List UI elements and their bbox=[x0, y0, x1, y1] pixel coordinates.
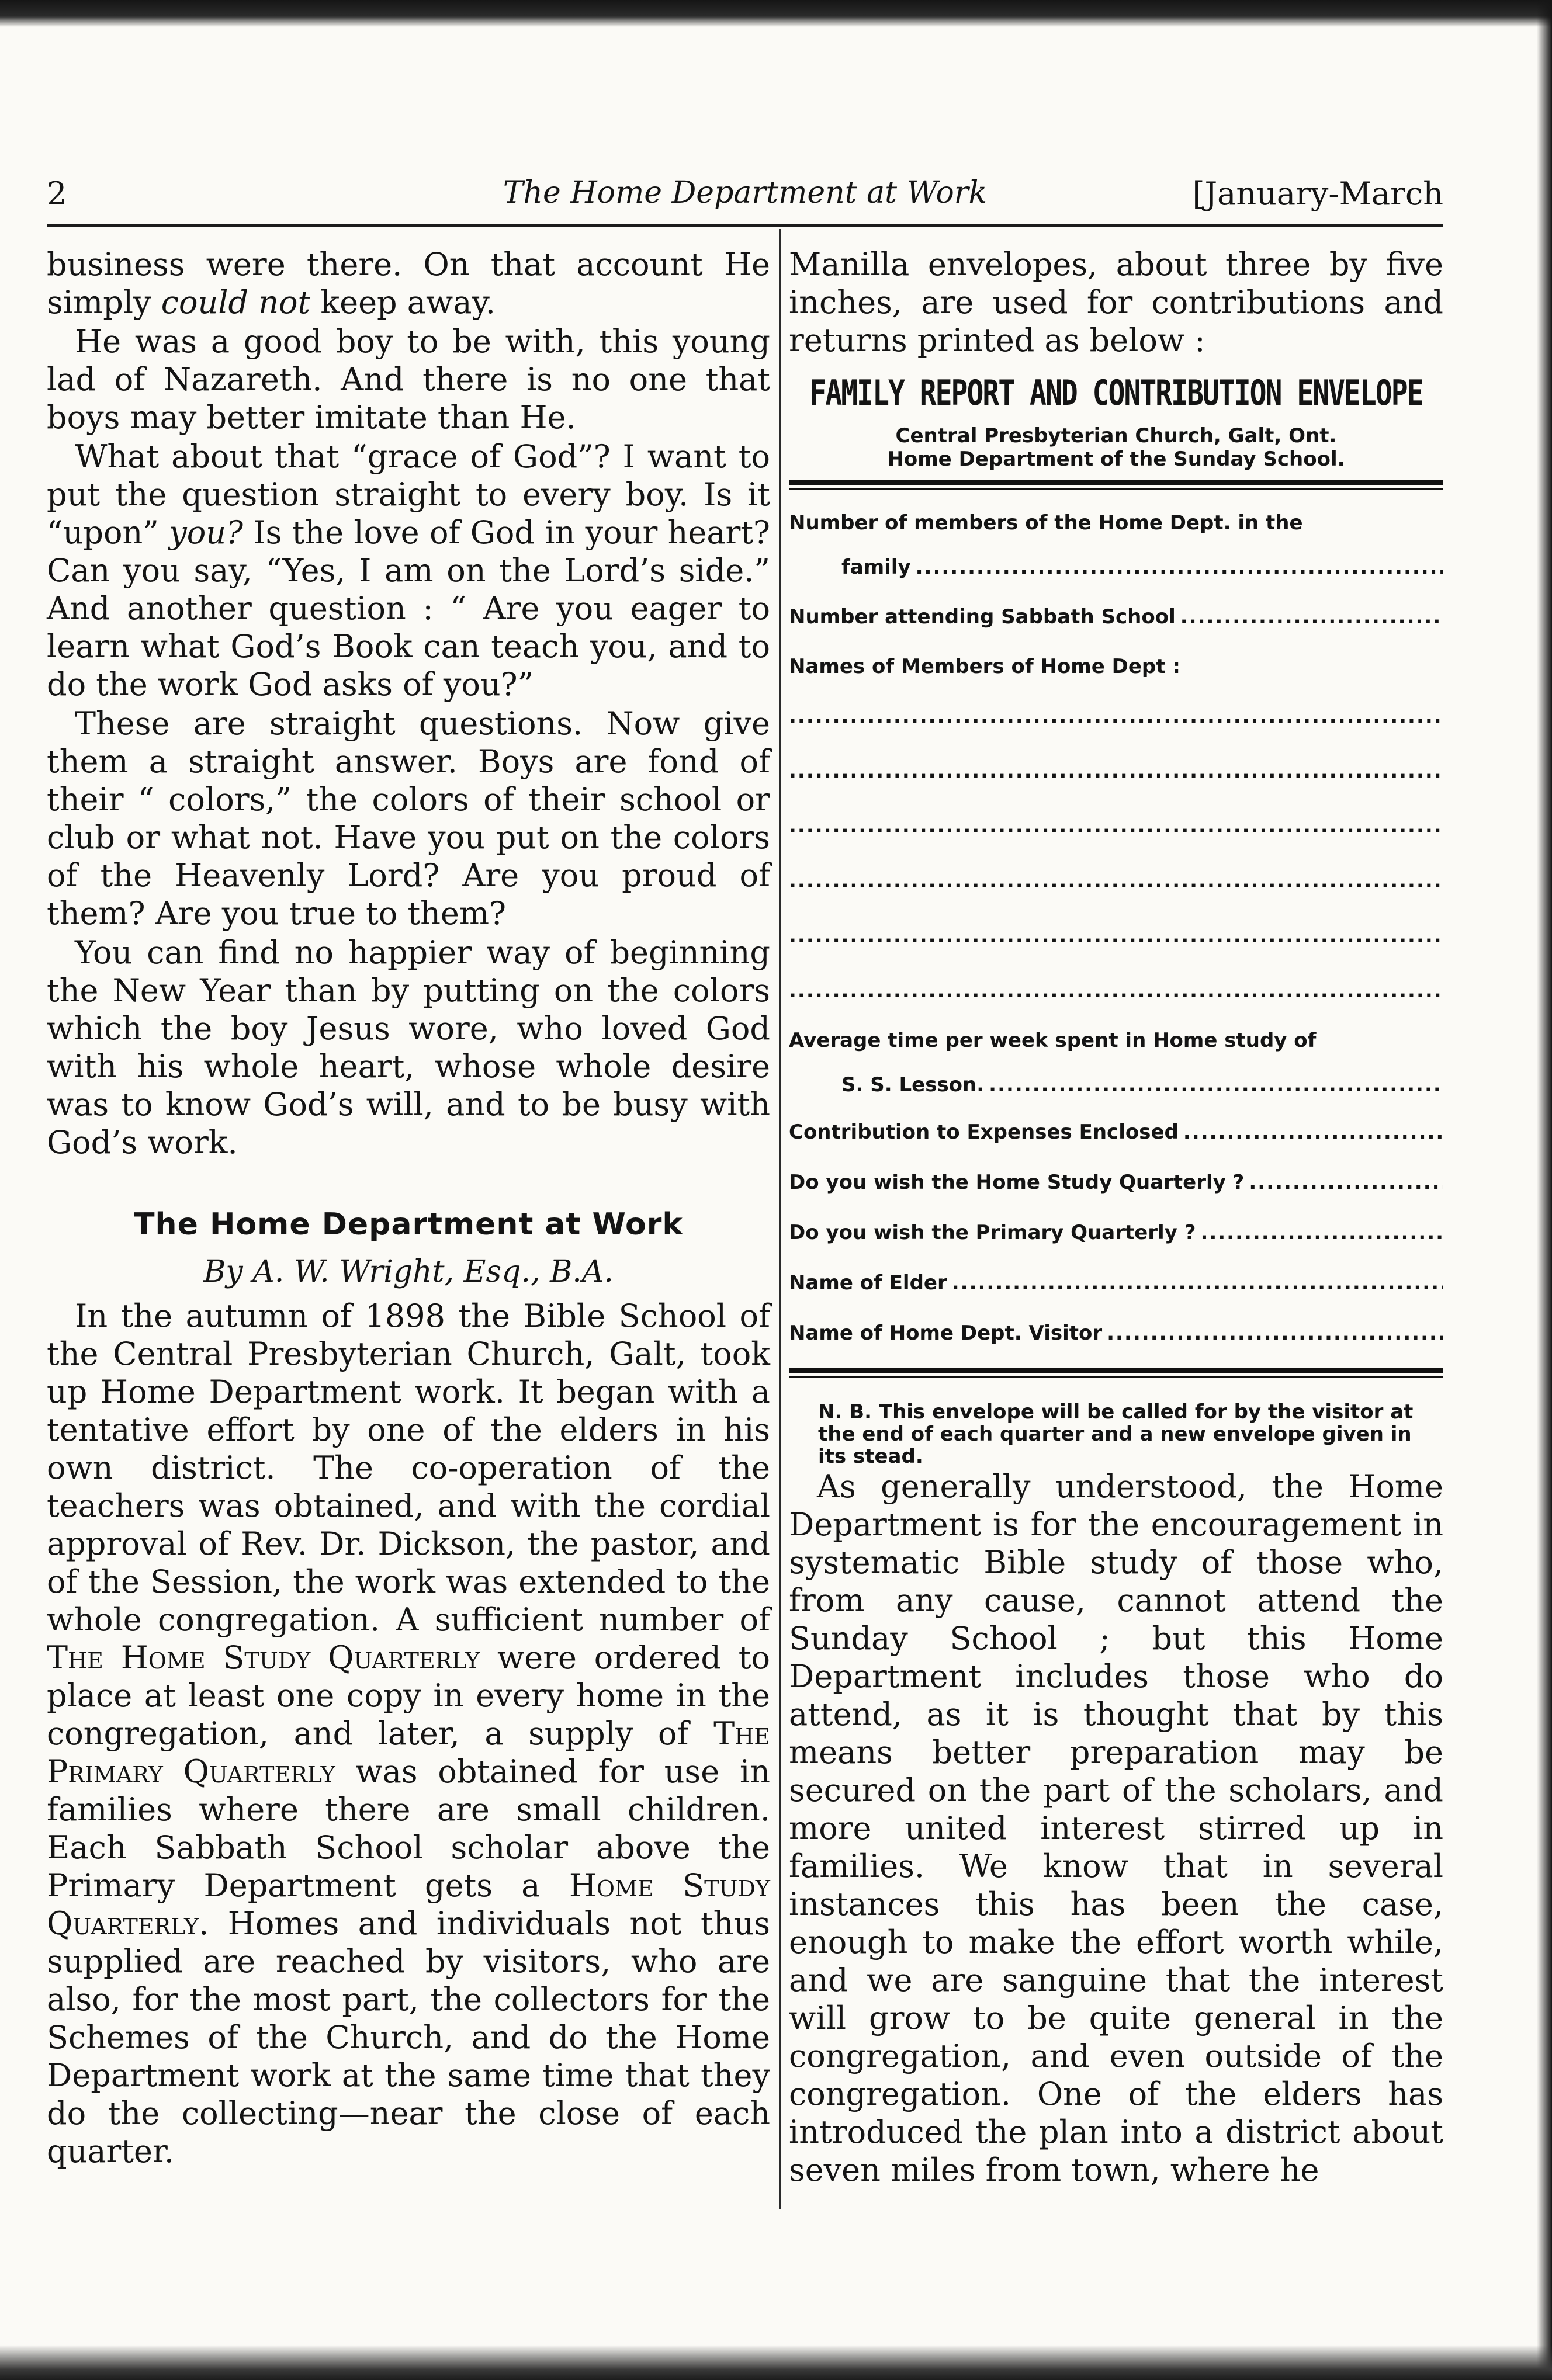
left-column bbox=[47, 245, 770, 2319]
paragraph: business were there. On that account He simply could not keep away. bbox=[47, 246, 770, 321]
running-head bbox=[47, 175, 1443, 222]
byline: By A. W. Wright, Esq., B.A. bbox=[203, 1254, 614, 1289]
form-row: Average time per week spent in Home study of bbox=[789, 1029, 1317, 1052]
emphasis: you? bbox=[169, 514, 243, 551]
scan-right-edge bbox=[1537, 0, 1552, 2380]
paragraph: As generally understood, the Home Department is for the encouragement in systematic Bible study of those who, from any cause, cannot attend the Sunday School ; but this Home Department includes those who do attend, as it is thought that by this means better preparation may be secured on the part of the scholars, and more united interest stirred up in families. We know that in several instances this has been the case, enough to make the effort worth while, and we are sanguine that the interest will grow to be quite general in the congregation, and even outside of the congregation. One of the elders has introduced the plan into a district about seven miles from town, where he bbox=[789, 1468, 1443, 2188]
scan-bottom-edge bbox=[0, 2345, 1552, 2380]
blank-line bbox=[989, 1073, 1443, 1097]
envelope-form bbox=[789, 374, 1443, 1467]
blank-row bbox=[789, 799, 1443, 854]
blank-row bbox=[789, 963, 1443, 1018]
envelope-school: Home Department of the Sunday School. bbox=[887, 447, 1345, 471]
thick-rule bbox=[789, 1368, 1443, 1373]
envelope-bottom-rules bbox=[789, 1368, 1443, 1378]
scan-top-edge bbox=[0, 0, 1552, 27]
thick-rule bbox=[789, 480, 1443, 485]
form-row: Do you wish the Home Study Quarterly ? ..... bbox=[789, 1157, 1443, 1208]
blank-line bbox=[1249, 1171, 1443, 1194]
blank-row bbox=[789, 744, 1443, 799]
blank-line bbox=[1107, 1321, 1443, 1345]
paragraph: Manilla envelopes, about three by five inches, are used for contributions and returns printed as below : bbox=[789, 246, 1443, 359]
form-row: family ..... bbox=[789, 545, 1443, 589]
right-column bbox=[789, 245, 1443, 2319]
small-caps-title: The Home Study Quarterly bbox=[47, 1639, 480, 1676]
form-row: Name of Home Dept. Visitor ..... bbox=[789, 1308, 1443, 1358]
blank-line bbox=[789, 869, 1443, 893]
thin-rule bbox=[789, 488, 1443, 490]
blank-line bbox=[916, 556, 1443, 579]
envelope-church: Central Presbyterian Church, Galt, Ont. bbox=[895, 424, 1337, 447]
blank-row bbox=[789, 854, 1443, 908]
emphasis: could not bbox=[161, 284, 311, 321]
blank-line bbox=[1200, 1221, 1443, 1244]
form-row: Contribution to Expenses Enclosed ..... bbox=[789, 1107, 1443, 1157]
envelope-title: FAMILY REPORT AND CONTRIBUTION ENVELOPE bbox=[809, 372, 1423, 414]
form-row: Number of members of the Home Dept. in the bbox=[789, 511, 1303, 535]
paragraph: In the autumn of 1898 the Bible School of the Central Presbyterian Church, Galt, took up Home Department work. It began with a tentative effort by one of the elders in his own district. The co-operation of the teachers was obtained, and with the cordial approval of Rev. Dr. Dickson, the pastor, and of the Session, the work was extended to the whole congregation. A sufficient number of The Home Study Quarterly were ordered to place at least one copy in every home in the congregation, and later, a supply of The Primary Quarterly was obtained for use in families where there are small children. Each Sabbath School scholar above the Primary Department gets a Home Study Quarterly. Homes and individuals not thus supplied are reached by visitors, who are also, for the most part, the collectors for the Schemes of the Church, and do the Home Department work at the same time that they do the collecting—near the close of each quarter. bbox=[47, 1297, 771, 2170]
thin-rule bbox=[789, 1376, 1443, 1378]
issue-date: [January-March bbox=[1192, 175, 1443, 212]
paragraph: He was a good boy to be with, this young lad of Nazareth. And there is no one that boys may better imitate than He. bbox=[47, 323, 770, 436]
blank-line bbox=[789, 814, 1443, 838]
small-caps-title: Home Study Quarterly. bbox=[47, 1867, 771, 1942]
envelope-rows bbox=[789, 501, 1443, 1358]
blank-line bbox=[1183, 1120, 1443, 1144]
blank-row bbox=[789, 689, 1443, 744]
paragraph: These are straight questions. Now give them a straight answer. Boys are fond of their “ colors,” the colors of their school or club or what not. Have you put on the colors of the Heavenly Lord? Are you proud of them? Are you true to them? bbox=[47, 705, 770, 932]
paragraph: You can find no happier way of beginning the New Year than by putting on the colors which the boy Jesus wore, who loved God with his whole heart, whose whole desire was to know God’s will, and to be busy with God’s work. bbox=[47, 934, 770, 1161]
header-rule bbox=[47, 224, 1443, 227]
blank-line bbox=[1180, 605, 1443, 629]
column-divider bbox=[779, 229, 781, 2209]
blank-line bbox=[789, 979, 1443, 1002]
blank-line bbox=[789, 759, 1443, 783]
blank-line bbox=[952, 1271, 1443, 1295]
envelope-note: N. B. This envelope will be called for by the visitor at the end of each quarter and a new envelope given in its stead. bbox=[818, 1400, 1414, 1468]
blank-row bbox=[789, 908, 1443, 963]
blank-line bbox=[789, 705, 1443, 728]
form-row: Name of Elder ..... bbox=[789, 1258, 1443, 1308]
form-row: S. S. Lesson. ..... bbox=[789, 1063, 1443, 1107]
page-number: 2 bbox=[47, 175, 67, 212]
form-row: Names of Members of Home Dept : bbox=[789, 655, 1180, 678]
blank-line bbox=[789, 924, 1443, 948]
article-heading: The Home Department at Work bbox=[134, 1207, 683, 1242]
form-row: Do you wish the Primary Quarterly ? ..... bbox=[789, 1208, 1443, 1258]
form-row: Number attending Sabbath School ..... bbox=[789, 589, 1443, 644]
running-title: The Home Department at Work bbox=[503, 175, 988, 210]
small-caps-title: The Primary Quarterly bbox=[47, 1715, 770, 1790]
paragraph: What about that “grace of God”? I want to put the question straight to every boy. Is it “upon” you? Is the love of God in your heart? Can you say, “Yes, I am on the Lord’s side.” And another question : “ Are you eager to learn what God’s Book can teach you, and to do the work God asks of you?” bbox=[47, 438, 770, 703]
